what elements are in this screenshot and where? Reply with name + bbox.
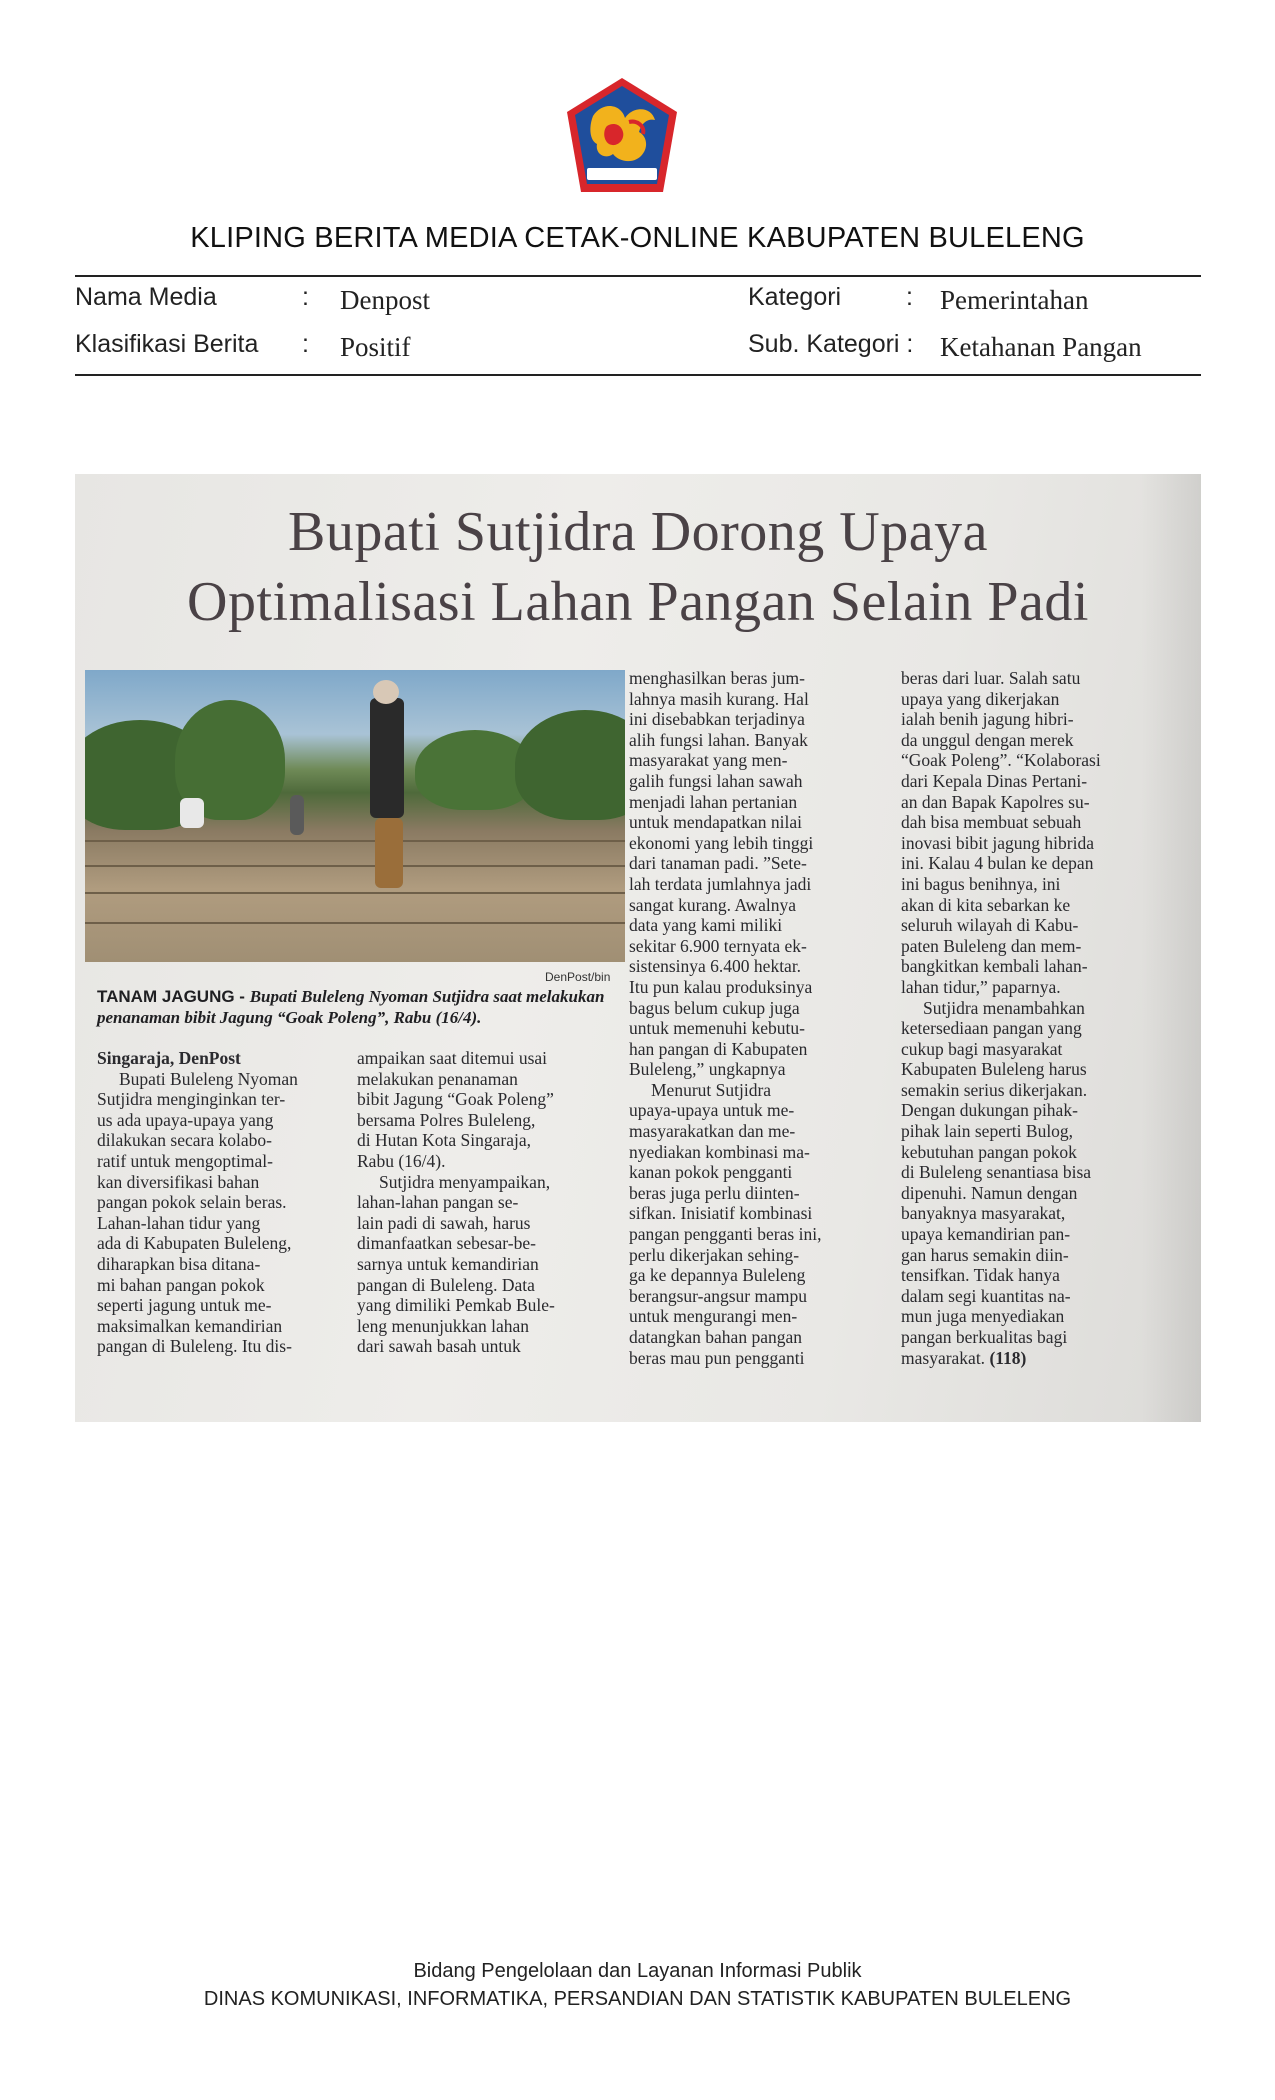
- article-line: leng menunjukkan lahan: [357, 1315, 530, 1336]
- article-line: ratif untuk mengoptimal-: [97, 1150, 273, 1171]
- footer-line-1: Bidang Pengelolaan dan Layanan Informasi Publik: [413, 1960, 862, 1982]
- article-line: dari tanaman padi. ”Sete-: [629, 853, 807, 874]
- article-line: sifkan. Inisiatif kombinasi: [629, 1203, 813, 1224]
- photo-caption: [97, 986, 627, 1028]
- article-line: ini bagus benihnya, ini: [901, 873, 1061, 894]
- header-rule-top: [75, 275, 1201, 277]
- article-line: dalam segi kuantitas na-: [901, 1285, 1071, 1306]
- article-line: Buleleng,” ungkapnya: [629, 1059, 786, 1080]
- article-line: untuk mengurangi men-: [629, 1306, 798, 1327]
- article-line: menghasilkan beras jum-: [629, 668, 805, 688]
- caption-lead: TANAM JAGUNG -: [97, 987, 250, 1006]
- article-line: “Goak Poleng”. “Kolaborasi: [901, 750, 1101, 771]
- article-line: alih fungsi lahan. Banyak: [629, 729, 808, 750]
- article-line: ketersediaan pangan yang: [901, 1018, 1082, 1039]
- article-line: semakin serius dikerjakan.: [901, 1079, 1088, 1100]
- article-line: seluruh wilayah di Kabu-: [901, 915, 1079, 936]
- article-line: galih fungsi lahan sawah: [629, 770, 803, 791]
- article-line: bibit Jagung “Goak Poleng”: [357, 1089, 554, 1110]
- article-line: seperti jagung untuk me-: [97, 1295, 272, 1316]
- article-line: kan diversifikasi bahan: [97, 1171, 260, 1192]
- article-line: Menurut Sutjidra: [651, 1079, 772, 1100]
- article-line: masyarakat yang men-: [629, 750, 788, 771]
- article-line: bersama Polres Buleleng,: [357, 1109, 536, 1130]
- document-title: KLIPING BERITA MEDIA CETAK-ONLINE KABUPATEN BULELENG: [190, 222, 1085, 254]
- article-line: di Hutan Kota Singaraja,: [357, 1130, 531, 1151]
- article-line: sarnya untuk kemandirian: [357, 1253, 539, 1274]
- article-line: ekonomi yang lebih tinggi: [629, 832, 814, 853]
- article-line: Rabu (16/4).: [357, 1150, 446, 1171]
- header-rule-bottom: [75, 374, 1201, 376]
- caption-text: Bupati Buleleng Nyoman Sutjidra saat melakukan penanaman bibit Jagung “Goak Poleng”, Rabu (16/4).: [97, 987, 605, 1027]
- article-line: dah bisa membuat sebuah: [901, 812, 1082, 833]
- article-line: pangan di Buleleng. Data: [357, 1274, 535, 1295]
- article-line: pangan berkualitas bagi: [901, 1327, 1068, 1347]
- article-column-1: [97, 1048, 343, 1357]
- klasifikasi-value: Positif: [340, 332, 411, 362]
- klasifikasi-label: Klasifikasi Berita: [75, 330, 259, 358]
- article-line: upaya-upaya untuk me-: [629, 1100, 795, 1121]
- article-line: diharapkan bisa ditana-: [97, 1253, 261, 1274]
- article-line: dipenuhi. Namun dengan: [901, 1182, 1078, 1203]
- article-line: mun juga menyediakan: [901, 1306, 1065, 1327]
- article-line: beras juga perlu diinten-: [629, 1182, 800, 1203]
- article-line: Sutjidra menyampaikan,: [379, 1171, 551, 1192]
- article-line: bangkitkan kembali lahan-: [901, 956, 1088, 977]
- article-line: untuk memenuhi kebutu-: [629, 1018, 805, 1039]
- article-line: cukup bagi masyarakat: [901, 1038, 1063, 1059]
- article-line: lain padi di sawah, harus: [357, 1212, 531, 1233]
- article-line: beras dari luar. Salah satu: [901, 668, 1081, 688]
- article-line: paten Buleleng dan mem-: [901, 935, 1082, 956]
- article-line: Bupati Buleleng Nyoman: [119, 1068, 298, 1089]
- article-line: han pangan di Kabupaten: [629, 1038, 808, 1059]
- article-line: maksimalkan kemandirian: [97, 1315, 283, 1336]
- article-line: perlu dikerjakan sehing-: [629, 1244, 800, 1265]
- article-line: nyediakan kombinasi ma-: [629, 1141, 810, 1162]
- kategori-value: Pemerintahan: [940, 285, 1089, 315]
- article-line: untuk mendapatkan nilai: [629, 812, 803, 833]
- article-line: ampaikan saat ditemui usai: [357, 1048, 548, 1068]
- article-line: Itu pun kalau produksinya: [629, 976, 813, 997]
- article-line: Kabupaten Buleleng harus: [901, 1059, 1087, 1080]
- article-line: mi bahan pangan pokok: [97, 1274, 265, 1295]
- article-line: beras mau pun pengganti: [629, 1347, 805, 1368]
- kategori-label: Kategori: [748, 283, 842, 311]
- article-line: inovasi bibit jagung hibrida: [901, 832, 1094, 853]
- article-line: pangan di Buleleng. Itu dis-: [97, 1336, 292, 1357]
- article-line: dari sawah basah untuk: [357, 1336, 521, 1357]
- article-line: dilakukan secara kolabo-: [97, 1130, 272, 1151]
- photo-credit: DenPost/bin: [545, 970, 611, 984]
- nama-media-label: Nama Media: [75, 283, 217, 311]
- article-line: lahnya masih kurang. Hal: [629, 688, 809, 709]
- article-line: menjadi lahan pertanian: [629, 791, 798, 812]
- nama-media-value: Denpost: [340, 285, 430, 315]
- article-line: da unggul dengan merek: [901, 729, 1074, 750]
- article-line: berangsur-angsur mampu: [629, 1285, 807, 1306]
- dateline: Singaraja, DenPost: [97, 1048, 241, 1068]
- article-line: lahan tidur,” paparnya.: [901, 976, 1061, 997]
- article-line: ialah benih jagung hibri-: [901, 709, 1074, 730]
- colon: :: [302, 283, 309, 311]
- article-line: ini disebabkan terjadinya: [629, 709, 805, 730]
- article-line: sangat kurang. Awalnya: [629, 894, 797, 915]
- article-line: melakukan penanaman: [357, 1068, 518, 1089]
- article-column-3: [629, 668, 877, 1368]
- article-line: Sutjidra menginginkan ter-: [97, 1089, 286, 1110]
- article-line: lah terdata jumlahnya jadi: [629, 873, 812, 894]
- article-line: kebutuhan pangan pokok: [901, 1141, 1077, 1162]
- article-line: ini. Kalau 4 bulan ke depan: [901, 853, 1094, 874]
- article-line: datangkan bahan pangan: [629, 1327, 802, 1347]
- colon: :: [302, 330, 309, 358]
- headline-line-2: Optimalisasi Lahan Pangan Selain Padi: [187, 571, 1089, 633]
- article-line: kanan pokok pengganti: [629, 1162, 793, 1183]
- article-line: ga ke depannya Buleleng: [629, 1265, 806, 1286]
- article-line: upaya kemandirian pan-: [901, 1224, 1071, 1245]
- headline-line-1: Bupati Sutjidra Dorong Upaya: [288, 501, 988, 563]
- article-line: yang dimiliki Pemkab Bule-: [357, 1295, 555, 1316]
- article-line: pangan pengganti beras ini,: [629, 1224, 822, 1245]
- article-line: gan harus semakin diin-: [901, 1244, 1069, 1265]
- article-line: bagus belum cukup juga: [629, 997, 800, 1018]
- kabupaten-buleleng-logo: [563, 76, 681, 198]
- footer-line-2: DINAS KOMUNIKASI, INFORMATIKA, PERSANDIAN DAN STATISTIK KABUPATEN BULELENG: [203, 1988, 1072, 2010]
- article-line: banyaknya masyarakat,: [901, 1203, 1066, 1224]
- article-line: dari Kepala Dinas Pertani-: [901, 770, 1088, 791]
- article-line: masyarakat. (118): [901, 1347, 1027, 1368]
- article-column-2: [357, 1048, 613, 1357]
- article-column-4: [901, 668, 1151, 1368]
- article-line: ada di Kabupaten Buleleng,: [97, 1233, 292, 1254]
- article-line: dimanfaatkan sebesar-be-: [357, 1233, 536, 1254]
- sub-kategori-value: Ketahanan Pangan: [940, 332, 1142, 362]
- colon: :: [906, 283, 913, 311]
- article-line: us ada upaya-upaya yang: [97, 1109, 274, 1130]
- article-photo: [85, 670, 625, 962]
- article-line: Sutjidra menambahkan: [923, 997, 1085, 1018]
- article-line: lahan-lahan pangan se-: [357, 1192, 519, 1213]
- article-line: Dengan dukungan pihak-: [901, 1100, 1078, 1121]
- article-line: masyarakatkan dan me-: [629, 1121, 796, 1142]
- article-line: data yang kami miliki: [629, 915, 783, 936]
- sub-kategori-label: Sub. Kategori :: [748, 330, 914, 358]
- signoff: (118): [985, 1347, 1027, 1368]
- article-line: pihak lain seperti Bulog,: [901, 1121, 1074, 1142]
- article-line: sistensinya 6.400 hektar.: [629, 956, 802, 977]
- article-line: pangan pokok selain beras.: [97, 1192, 287, 1213]
- newspaper-clipping: [75, 474, 1201, 1422]
- article-line: Lahan-lahan tidur yang: [97, 1212, 261, 1233]
- article-line: di Buleleng senantiasa bisa: [901, 1162, 1092, 1183]
- article-line: an dan Bapak Kapolres su-: [901, 791, 1090, 812]
- article-line: upaya yang dikerjakan: [901, 688, 1060, 709]
- article-line: akan di kita sebarkan ke: [901, 894, 1071, 915]
- article-line: sekitar 6.900 ternyata ek-: [629, 935, 807, 956]
- article-line: tensifkan. Tidak hanya: [901, 1265, 1060, 1286]
